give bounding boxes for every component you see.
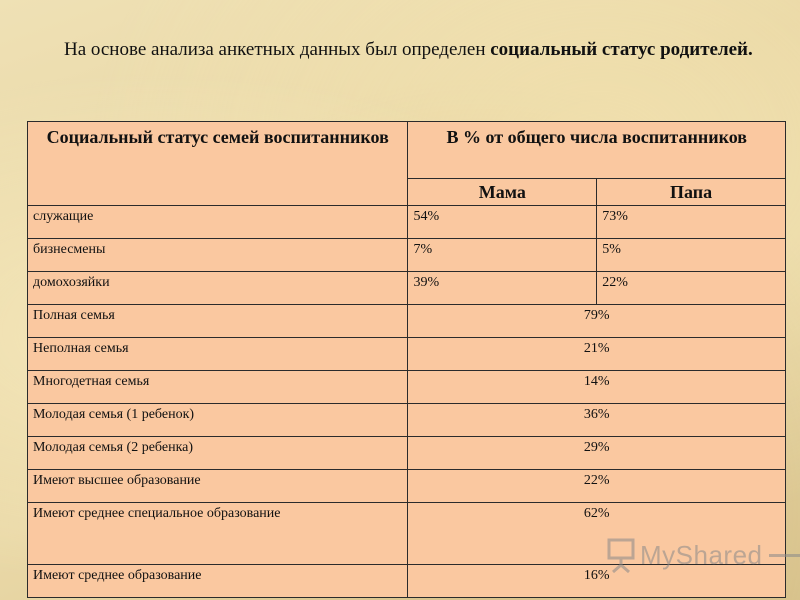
row-label: Имеют среднее образование — [28, 565, 408, 598]
mama-value: 54% — [408, 206, 597, 239]
row-label: Имеют высшее образование — [28, 470, 408, 503]
merged-value: 22% — [408, 470, 786, 503]
watermark-underline — [769, 554, 800, 557]
header-social-status: Социальный статус семей воспитанников — [28, 122, 408, 206]
merged-value: 62% — [408, 503, 786, 565]
table-row — [28, 338, 786, 371]
row-label: Полная семья — [28, 305, 408, 338]
mama-value: 7% — [408, 239, 597, 272]
header-percent-group: В % от общего числа воспитанников — [408, 122, 786, 179]
social-status-table — [27, 121, 786, 598]
papa-value: 22% — [597, 272, 786, 305]
watermark — [606, 537, 800, 573]
row-label: служащие — [28, 206, 408, 239]
row-label: Имеют среднее специальное образование — [28, 503, 408, 565]
papa-value: 5% — [597, 239, 786, 272]
merged-value: 16% — [408, 565, 786, 598]
merged-value: 36% — [408, 404, 786, 437]
row-label: Молодая семья (1 ребенок) — [28, 404, 408, 437]
intro-bold-text: социальный статус родителей. — [490, 39, 753, 60]
presentation-board-icon — [606, 537, 636, 573]
table-row — [28, 404, 786, 437]
intro-text: На основе анализа анкетных данных был определен — [64, 39, 491, 60]
table-row — [28, 470, 786, 503]
row-label: бизнесмены — [28, 239, 408, 272]
intro-paragraph — [26, 38, 786, 62]
papa-value: 73% — [597, 206, 786, 239]
header-mama: Мама — [408, 179, 597, 206]
table-row — [28, 371, 786, 404]
header-papa: Папа — [597, 179, 786, 206]
table-header-row — [28, 122, 786, 179]
table-row — [28, 437, 786, 470]
row-label: Неполная семья — [28, 338, 408, 371]
merged-value: 21% — [408, 338, 786, 371]
table-row — [28, 206, 786, 239]
table-row — [28, 239, 786, 272]
mama-value: 39% — [408, 272, 597, 305]
merged-value: 79% — [408, 305, 786, 338]
row-label: Молодая семья (2 ребенка) — [28, 437, 408, 470]
row-label: Многодетная семья — [28, 371, 408, 404]
row-label: домохозяйки — [28, 272, 408, 305]
merged-value: 29% — [408, 437, 786, 470]
table-row — [28, 305, 786, 338]
watermark-text: MyShared — [640, 539, 763, 570]
merged-value: 14% — [408, 371, 786, 404]
table-row — [28, 272, 786, 305]
